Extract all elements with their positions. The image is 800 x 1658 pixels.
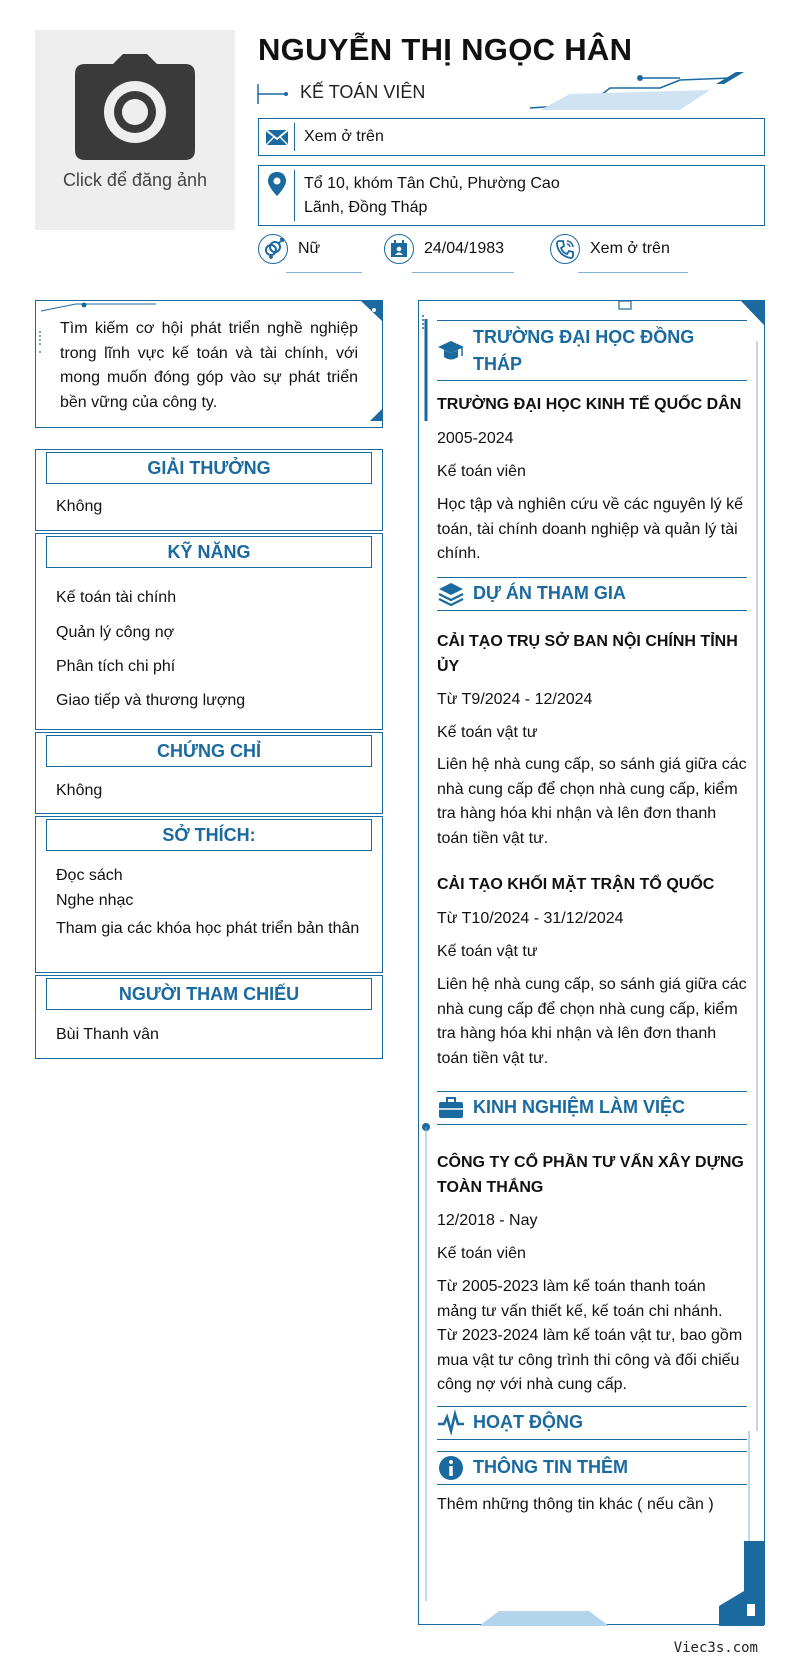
gender-info	[258, 234, 362, 274]
mail-icon	[263, 123, 291, 151]
birthday-value: 24/04/1983	[424, 240, 505, 257]
calendar-icon	[389, 239, 409, 259]
brand-watermark: Viec3s.com	[673, 1640, 758, 1656]
phone-info	[550, 234, 690, 274]
phone-icon	[555, 239, 575, 259]
skill-item: Quản lý công nợ	[56, 624, 175, 641]
references-title: NGƯỜI THAM CHIẾU	[46, 978, 372, 1010]
experience-role: Kế toán viên	[437, 1245, 526, 1262]
job-title: KẾ TOÁN VIÊN	[300, 82, 426, 102]
awards-title: GIẢI THƯỞNG	[46, 452, 372, 484]
experience-header	[437, 1091, 747, 1125]
skills-title: KỸ NĂNG	[46, 536, 372, 568]
certificates-title: CHỨNG CHỈ	[46, 735, 372, 767]
skill-item: Kế toán tài chính	[56, 589, 177, 606]
main-column	[418, 300, 765, 1625]
references-value: Bùi Thanh vân	[56, 1026, 159, 1043]
project-period: Từ T10/2024 - 31/12/2024	[437, 910, 624, 927]
awards-value: Không	[56, 498, 103, 515]
activities-title: HOẠT ĐỘNG	[473, 1412, 583, 1432]
certificates-value: Không	[56, 782, 103, 799]
education-major: Kế toán viên	[437, 463, 526, 480]
experience-period: 12/2018 - Nay	[437, 1212, 538, 1229]
address-box	[258, 165, 765, 226]
more-info-title: THÔNG TIN THÊM	[473, 1457, 628, 1477]
education-header	[437, 320, 747, 381]
project-name: CẢI TẠO KHỐI MẶT TRẬN TỔ QUỐC	[437, 876, 715, 893]
education-period: 2005-2024	[437, 430, 514, 447]
hobbies-section	[35, 816, 383, 973]
address-line-2: Lãnh, Đồng Tháp	[304, 199, 428, 216]
layers-icon	[437, 580, 465, 608]
activities-header	[437, 1406, 747, 1440]
experience-title: KINH NGHIỆM LÀM VIỆC	[473, 1097, 686, 1117]
skills-section	[35, 533, 383, 730]
skill-item: Phân tích chi phí	[56, 658, 176, 675]
candidate-name: NGUYỄN THỊ NGỌC HÂN	[258, 32, 633, 67]
pulse-icon	[437, 1409, 465, 1437]
project-description: Liên hệ nhà cung cấp, so sánh giá giữa các nhà cung cấp để chọn nhà cung cấp, kiểm tra hàng hóa khi nhận và lên đơn thanh toán tiền vật tư.	[437, 976, 747, 1067]
education-description: Học tập và nghiên cứu về các nguyên lý kế toán, tài chính doanh nghiệp và quản lý tài chính.	[437, 496, 743, 562]
project-role: Kế toán vật tư	[437, 943, 538, 960]
project-role: Kế toán vật tư	[437, 724, 538, 741]
gender-icon	[262, 238, 284, 260]
location-pin-icon	[263, 170, 291, 198]
hobbies-title: SỞ THÍCH:	[46, 819, 372, 851]
graduation-cap-icon	[437, 337, 465, 365]
project-name: CẢI TẠO TRỤ SỞ BAN NỘI CHÍNH TỈNH ỦY	[437, 633, 738, 675]
more-info-value: Thêm những thông tin khác ( nếu cần )	[437, 1496, 714, 1513]
education-title: TRƯỜNG ĐẠI HỌC ĐỒNG THÁP	[473, 327, 695, 374]
skill-item: Giao tiếp và thương lượng	[56, 692, 246, 709]
hobby-item: Nghe nhạc	[56, 892, 134, 909]
hobby-item: Tham gia các khóa học phát triển bản thân	[56, 920, 360, 937]
avatar-upload[interactable]	[35, 30, 235, 230]
references-section	[35, 975, 383, 1059]
briefcase-icon	[437, 1094, 465, 1122]
career-objective	[35, 300, 383, 428]
phone-value: Xem ở trên	[590, 240, 670, 257]
camera-icon	[73, 54, 197, 160]
projects-title: DỰ ÁN THAM GIA	[473, 583, 626, 603]
email-value: Xem ở trên	[304, 128, 384, 145]
project-description: Liên hệ nhà cung cấp, so sánh giá giữa các nhà cung cấp để chọn nhà cung cấp, kiểm tra hàng hóa khi nhận và lên đơn thanh toán tiền vật tư.	[437, 756, 747, 847]
summary-text: Tìm kiếm cơ hội phát triển nghề nghiệp trong lĩnh vực kế toán và tài chính, với mong muốn đóng góp vào sự phát triển bền vững của công ty.	[60, 320, 358, 411]
more-info-header	[437, 1451, 747, 1485]
project-period: Từ T9/2024 - 12/2024	[437, 691, 593, 708]
header-decoration	[530, 70, 770, 114]
info-icon	[437, 1454, 465, 1482]
gender-value: Nữ	[298, 240, 321, 257]
birthday-info	[384, 234, 514, 274]
school-name: TRƯỜNG ĐẠI HỌC KINH TẾ QUỐC DÂN	[437, 396, 742, 413]
awards-section	[35, 449, 383, 531]
address-line-1: Tổ 10, khóm Tân Chủ, Phường Cao	[304, 175, 560, 192]
hobby-item: Đọc sách	[56, 867, 123, 884]
email-box	[258, 118, 765, 156]
certificates-section	[35, 732, 383, 814]
projects-header	[437, 577, 747, 611]
title-marker-icon	[256, 82, 290, 106]
experience-description: Từ 2005-2023 làm kế toán thanh toán mảng tư vấn thiết kế, kế toán chi nhánh. Từ 2023-2024 làm kế toán vật tư, bao gồm mua vật tư công trình thi công và đối chiếu công nợ với nhà cung cấp.	[437, 1278, 743, 1393]
company-name: CÔNG TY CỔ PHẦN TƯ VẤN XÂY DỰNG TOÀN THẮNG	[437, 1154, 744, 1196]
photo-caption: Click để đăng ảnh	[62, 170, 208, 190]
